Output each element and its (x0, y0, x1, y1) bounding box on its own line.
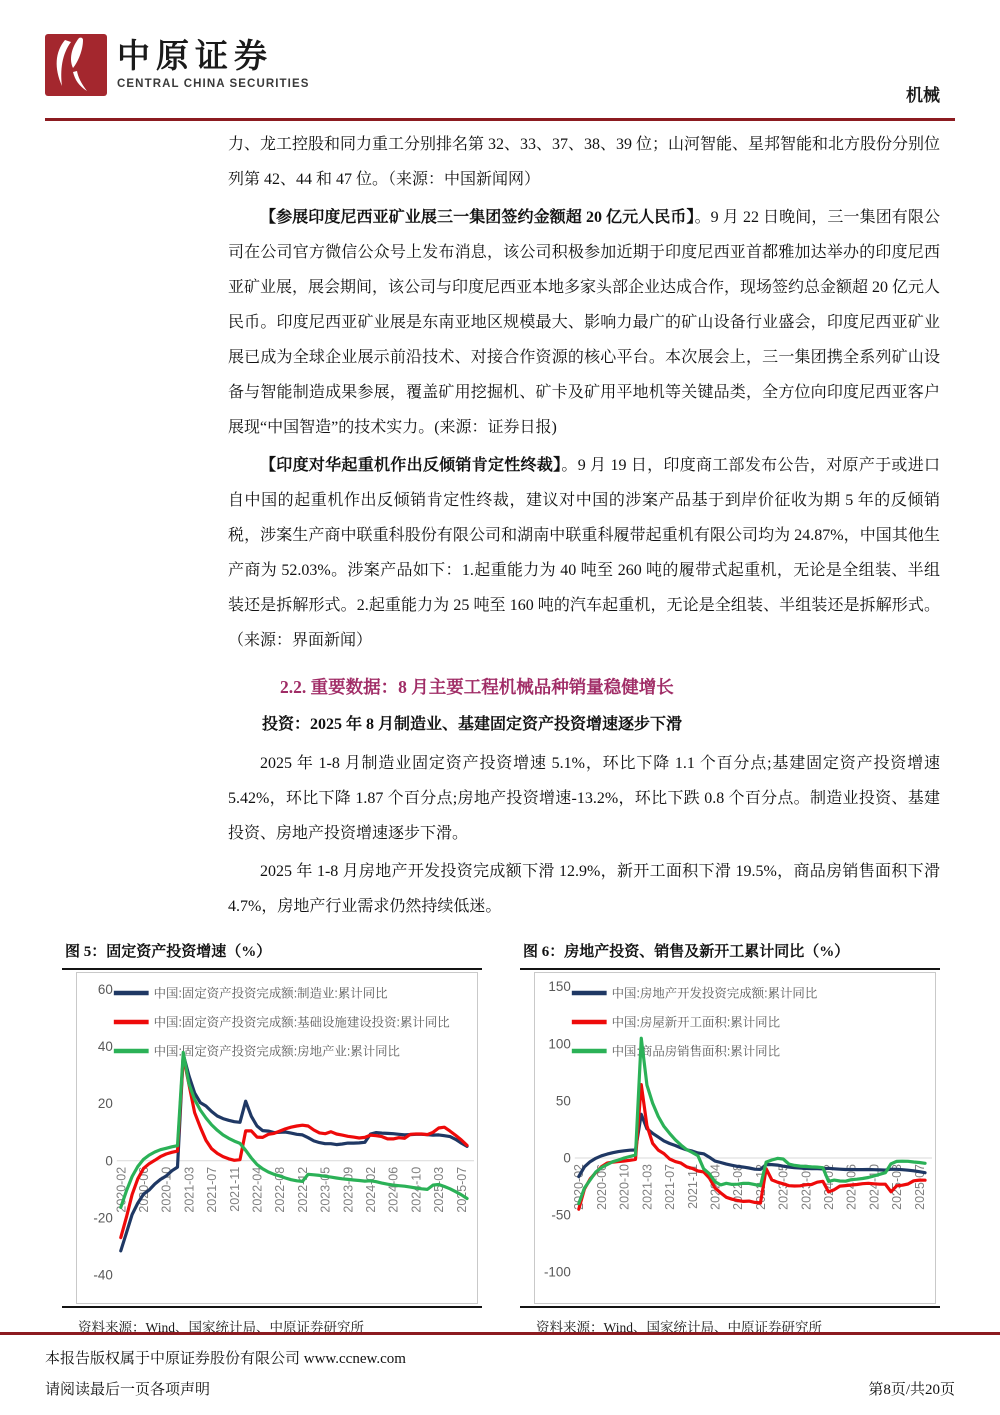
subsection-heading-investment: 投资：2025 年 8 月制造业、基建固定资产投资增速逐步下滑 (262, 716, 683, 733)
paragraph-continuation: 力、龙工控股和同力重工分别排名第 32、33、37、38、39 位；山河智能、星邦智能和北方股份分别位列第 42、44 和 47 位。（来源：中国新闻网） (228, 136, 941, 188)
legend-label: 中国:房屋新开工面积:累计同比 (611, 1015, 781, 1030)
industry-tag: 机械 (906, 86, 940, 105)
y-tick-label: 0 (563, 1150, 571, 1166)
legend-label: 中国:固定资产投资完成额:基础设施建设投资:累计同比 (153, 1015, 450, 1030)
article-body (228, 127, 940, 924)
x-tick-label: 2021-07 (663, 1164, 678, 1210)
paragraph-bold-lead: 【参展印度尼西亚矿业展三一集团签约金额超 20 亿元人民币】 (260, 209, 695, 226)
paragraph-text: 。9 月 19 日，印度商工部发布公告，对原产于或进口自中国的起重机作出反倾销肯定性终裁，建议对中国的涉案产品基于到岸价征收为期 5 年的反倾销税，涉案生产商中联重科股份有限公司和湖南中联重科履带起重机有限公司均为 24.87%，中国其他生产商为 52.03%。涉案产品如下：1.起重能力为 40 吨至 260 吨的履带式起重机，无论是全组装、半组装还是拆解形式。2.起重能力为 25 吨至 160 吨的汽车起重机，无论是全组装、半组装还是拆解形式。（来源：界面新闻） (228, 457, 940, 649)
header-divider (45, 118, 955, 121)
x-tick-label: 2020-02 (572, 1164, 587, 1210)
y-tick-label: 40 (97, 1039, 113, 1055)
x-tick-label: 2025-07 (454, 1166, 469, 1213)
x-tick-label: 2021-03 (640, 1164, 655, 1210)
figure-6 (520, 940, 940, 1336)
page-number: 第8页/共20页 (868, 1382, 955, 1398)
x-tick-label: 2025-03 (432, 1166, 447, 1213)
y-tick-label: 50 (555, 1093, 571, 1109)
y-tick-label: -40 (93, 1267, 113, 1283)
x-tick-label: 2022-08 (273, 1166, 288, 1213)
figure-6-plot (534, 972, 936, 1304)
figure-5-chart (77, 973, 477, 1303)
figure-6-source: 资料来源：Wind、国家统计局、中原证券研究所 (536, 1320, 822, 1335)
x-tick-label: 2020-10 (159, 1166, 174, 1213)
footer-divider (0, 1332, 1000, 1335)
x-tick-label: 2024-06 (386, 1166, 401, 1213)
x-tick-label: 2022-12 (295, 1166, 310, 1213)
y-tick-label: 0 (105, 1153, 113, 1169)
x-tick-label: 2023-09 (799, 1164, 814, 1210)
brand-name-en: CENTRAL CHINA SECURITIES (117, 78, 310, 90)
y-tick-label: 150 (548, 979, 571, 995)
legend-label: 中国:商品房销售面积:累计同比 (611, 1044, 781, 1059)
brand-block (45, 34, 955, 96)
report-header (0, 0, 1000, 110)
footer-disclaimer: 请阅读最后一页各项声明 (45, 1382, 211, 1398)
x-tick-label: 2025-03 (890, 1164, 905, 1210)
paragraph-text: 。9 月 22 日晚间，三一集团有限公司在公司官方微信公众号上发布消息，该公司积极参加近期于印度尼西亚首都雅加达举办的印度尼西亚矿业展，展会期间，该公司与印度尼西亚本地多家头部企业达成合作，现场签约总金额超 20 亿元人民币。印度尼西亚矿业展是东南亚地区规模最大、影响力最广的矿山设备行业盛会，印度尼西亚矿业展已成为全球企业展示前沿技术、对接合作资源的核心平台。本次展会上，三一集团携全系列矿山设备与智能制造成果参展，覆盖矿用挖掘机、矿卡及矿用平地机等关键品类，全方位向印度尼西亚客户展现“中国智造”的技术实力。(来源：证券日报) (228, 209, 941, 436)
y-tick-label: -20 (93, 1210, 113, 1226)
paragraph-news-indonesia (228, 200, 940, 445)
x-tick-label: 2023-05 (776, 1164, 791, 1210)
x-tick-label: 2020-06 (136, 1166, 151, 1213)
x-tick-label: 2022-12 (753, 1164, 768, 1210)
x-tick-label: 2024-02 (364, 1166, 379, 1213)
x-tick-label: 2023-09 (341, 1166, 356, 1213)
y-tick-label: 20 (97, 1096, 113, 1112)
y-tick-label: -100 (543, 1264, 571, 1280)
paragraph-news-india (228, 448, 940, 658)
x-tick-label: 2024-10 (867, 1164, 882, 1210)
x-tick-label: 2020-10 (617, 1164, 632, 1210)
x-tick-label: 2021-07 (205, 1166, 220, 1213)
x-tick-label: 2023-05 (318, 1166, 333, 1213)
x-tick-label: 2021-11 (227, 1166, 242, 1212)
x-tick-label: 2024-10 (409, 1166, 424, 1213)
x-tick-label: 2020-02 (114, 1166, 129, 1213)
figure-5-plot (76, 972, 478, 1304)
x-tick-label: 2020-06 (594, 1164, 609, 1210)
y-tick-label: 60 (97, 982, 113, 998)
paragraph-bold-lead: 【印度对华起重机作出反倾销肯定性终裁】 (260, 457, 562, 474)
section-heading-2-2: 2.2. 重要数据：8 月主要工程机械品种销量稳健增长 (280, 677, 674, 697)
paragraph-fai-data: 2025 年 1-8 月制造业固定资产投资增速 5.1%，环比下降 1.1 个百分点;基建固定资产投资增速 5.42%，环比下降 1.87 个百分点;房地产投资增速-13.2%，环比下跌 0.8 个百分点。制造业投资、基建投资、房地产投资增速逐步下滑。 (228, 755, 940, 842)
figures-row (62, 940, 1000, 1336)
figure-6-title: 图 6：房地产投资、销售及新开工累计同比（%） (523, 944, 850, 960)
legend-label: 中国:房地产开发投资完成额:累计同比 (611, 986, 818, 1001)
x-tick-label: 2021-03 (182, 1166, 197, 1213)
x-tick-label: 2022-08 (731, 1164, 746, 1210)
footer-copyright: 本报告版权属于中原证券股份有限公司 www.ccnew.com (45, 1351, 406, 1367)
x-tick-label: 2021-11 (685, 1164, 700, 1209)
brand-text (117, 34, 310, 90)
legend-label: 中国:固定资产投资完成额:制造业:累计同比 (153, 986, 388, 1001)
brand-name-cn: 中原证券 (117, 39, 273, 75)
figure-6-chart (535, 973, 935, 1303)
figure-top-rule (520, 968, 940, 970)
x-tick-label: 2022-04 (250, 1166, 265, 1213)
x-tick-label: 2024-02 (822, 1164, 837, 1210)
x-tick-label: 2025-07 (912, 1164, 927, 1210)
y-tick-label: 100 (548, 1036, 571, 1052)
legend-label: 中国:固定资产投资完成额:房地产业:累计同比 (153, 1044, 401, 1059)
paragraph-realestate-data: 2025 年 1-8 月房地产开发投资完成额下滑 12.9%，新开工面积下滑 19.5%，商品房销售面积下滑 4.7%，房地产行业需求仍然持续低迷。 (228, 863, 940, 915)
report-footer (45, 1344, 955, 1406)
figure-5-title: 图 5：固定资产投资增速（%） (65, 944, 272, 960)
x-tick-label: 2024-06 (844, 1164, 859, 1210)
y-tick-label: -50 (551, 1207, 571, 1223)
figure-5 (62, 940, 482, 1336)
ccs-logo-icon (45, 34, 107, 96)
x-tick-label: 2022-04 (708, 1164, 723, 1210)
figure-top-rule (62, 968, 482, 970)
figure-5-source: 资料来源：Wind、国家统计局、中原证券研究所 (78, 1320, 364, 1335)
